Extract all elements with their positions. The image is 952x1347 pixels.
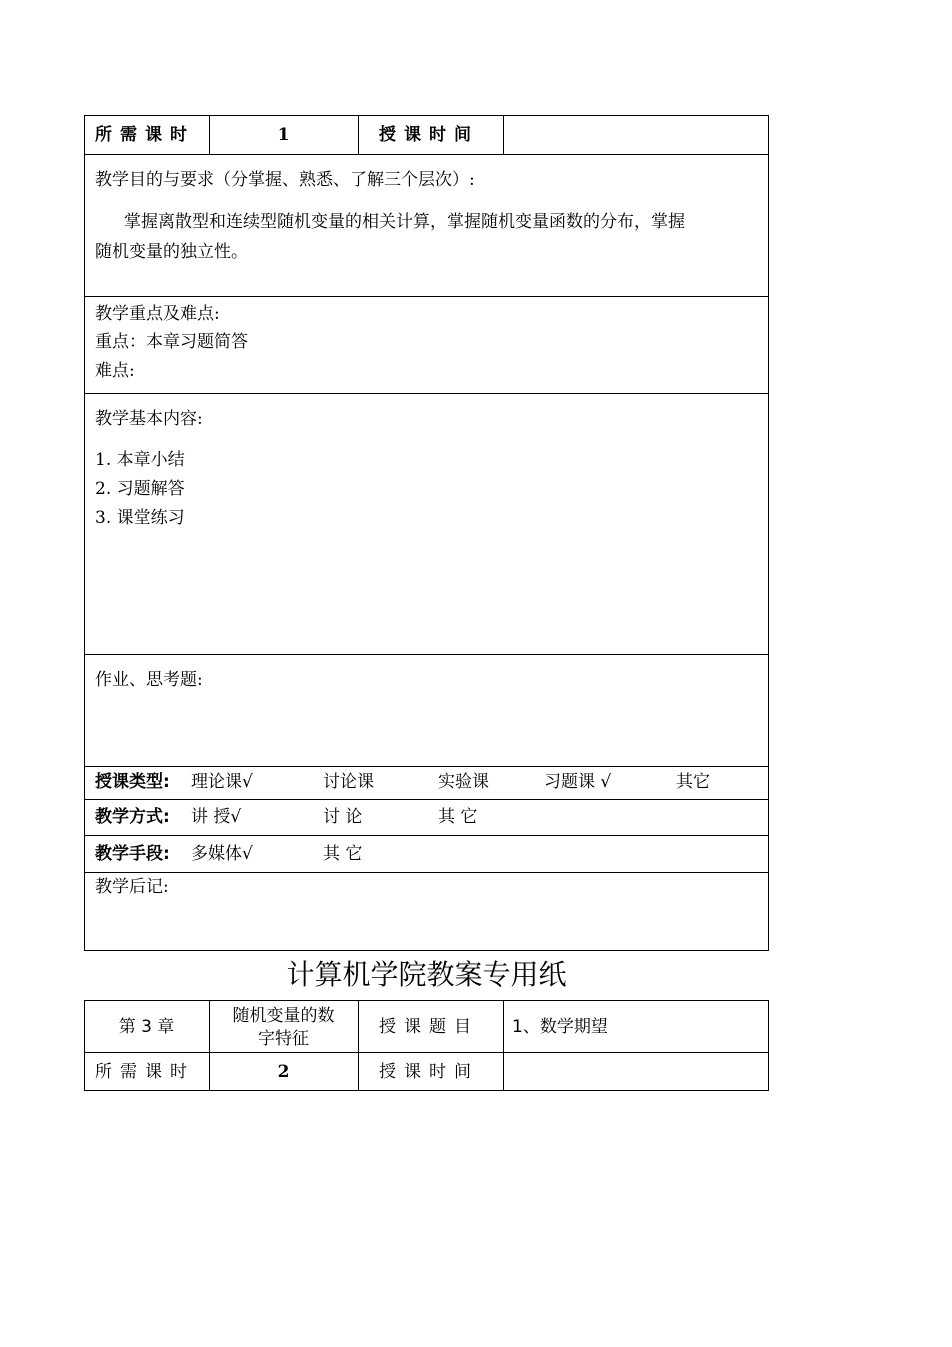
method-option: 其 它: [438, 807, 478, 827]
row-divider: [84, 835, 769, 836]
method-option: 讨 论: [323, 807, 363, 827]
lesson-table-1: [84, 115, 769, 951]
topic-label: 授课题目: [379, 1017, 479, 1037]
col-divider: [358, 115, 359, 154]
notes-title: 教学后记:: [95, 877, 169, 897]
homework-title: 作业、思考题:: [95, 670, 203, 690]
means-option: 其 它: [323, 844, 363, 864]
col-divider: [503, 1000, 504, 1091]
hours-value: 2: [277, 1062, 290, 1082]
objectives-line-1: 掌握离散型和连续型随机变量的相关计算，掌握随机变量函数的分布，掌握: [124, 212, 685, 232]
objectives-title: 教学目的与要求（分掌握、熟悉、了解三个层次）:: [95, 170, 475, 190]
hours-label: 所需课时: [95, 1062, 195, 1082]
lesson-type-option: 其它: [676, 772, 710, 792]
lesson-type-label: 授课类型:: [95, 772, 170, 792]
content-item: 1. 本章小结: [95, 450, 185, 470]
method-label: 教学方式:: [95, 807, 170, 827]
time-label: 授课时间: [379, 125, 479, 145]
row-divider: [84, 393, 769, 394]
col-divider: [503, 115, 504, 154]
lesson-type-option: 习题课 √: [544, 772, 612, 792]
col-divider: [358, 1000, 359, 1091]
lesson-type-option: 实验课: [438, 772, 489, 792]
method-option: 讲 授√: [191, 807, 242, 827]
means-option: 多媒体√: [191, 844, 253, 864]
key-points-title: 教学重点及难点:: [95, 304, 220, 324]
hours-value: 1: [277, 125, 290, 145]
key-points-focus: 重点：本章习题简答: [95, 332, 248, 352]
content-item: 3. 课堂练习: [95, 508, 185, 528]
content-title: 教学基本内容:: [95, 409, 203, 429]
key-points-difficulty: 难点:: [95, 361, 135, 381]
topic-value: 1、数学期望: [512, 1017, 608, 1037]
lesson-type-option: 理论课√: [191, 772, 253, 792]
lesson-type-option: 讨论课: [323, 772, 374, 792]
chapter-title-line-2: 字特征: [258, 1029, 309, 1049]
chapter-number: 第 3 章: [118, 1017, 175, 1037]
row-divider: [84, 799, 769, 800]
row-divider: [84, 296, 769, 297]
hours-label: 所需课时: [95, 125, 195, 145]
content-item: 2. 习题解答: [95, 479, 185, 499]
time-label: 授课时间: [379, 1062, 479, 1082]
objectives-line-2: 随机变量的独立性。: [95, 242, 248, 262]
row-divider: [84, 766, 769, 767]
row-divider: [84, 1052, 769, 1053]
row-divider: [84, 872, 769, 873]
chapter-title-line-1: 随机变量的数: [232, 1006, 335, 1026]
row-divider: [84, 154, 769, 155]
means-label: 教学手段:: [95, 844, 170, 864]
page-heading: 计算机学院教案专用纸: [286, 958, 567, 991]
row-divider: [84, 654, 769, 655]
